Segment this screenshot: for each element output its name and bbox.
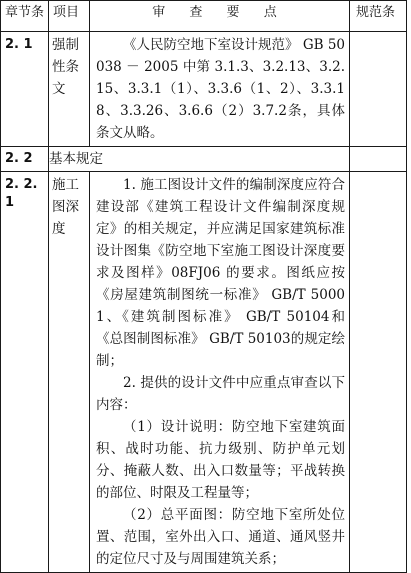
header-content-col: 审 查 要 点: [90, 1, 350, 32]
section-number: 2. 2: [5, 151, 33, 166]
content-paragraph: （2）总平面图：防空地下室所处位置、范围，室外出入口、通道、通风竖井的定位尺寸及与周围建筑关系；: [96, 507, 345, 567]
table-row: [1, 147, 407, 172]
content-cell: [90, 172, 350, 573]
item-label: 强制性条文: [52, 37, 79, 97]
header-section-col: 章节条: [1, 1, 49, 32]
table-header-row: [1, 1, 407, 32]
section-number-cell: [1, 172, 49, 573]
section-number-cell: [1, 147, 49, 172]
standard-cell: [350, 32, 407, 147]
section-title: 基本规定: [49, 147, 350, 172]
content-paragraph: 2. 提供的设计文件中应重点审查以下内容：: [96, 375, 345, 413]
table-row: [1, 172, 407, 573]
standard-cell: [350, 172, 407, 573]
standard-cell: [350, 147, 407, 172]
table-row: [1, 32, 407, 147]
content-paragraph: （1）设计说明：防空地下室建筑面积、战时功能、抗力级别、防护单元划分、掩蔽人数、出入口数量等；平战转换的部位、时限及工程量等；: [96, 419, 345, 501]
content-paragraph: 《人民防空地下室设计规范》 GB 50038 － 2005 中第 3.1.3、3.2.13、3.2.15、3.3.1（1）、3.3.6（1、2）、3.3.18、3.3.26、3.6.6（2）3.7.2条，具体条文从略。: [96, 37, 345, 141]
section-number-cell: [1, 32, 49, 147]
content-cell: [90, 32, 350, 147]
section-number: 2. 2. 1: [5, 177, 38, 210]
item-label: 施工图深度: [52, 177, 79, 237]
content-paragraph: 1. 施工图设计文件的编制深度应符合建设部《建筑工程设计文件编制深度规定》的相关规定，并应满足国家建筑标准设计图集《防空地下室施工图设计深度要求及图样》08FJ06 的要求。图纸应按《房屋建筑制图统一标准》 GB/T 50001、《建筑制图标准》 GB/T 50104和《总图制图标准》 GB/T 50103的规定绘制；: [96, 177, 345, 369]
header-standard-col: 规范条: [350, 1, 407, 32]
item-cell: [49, 32, 90, 147]
header-item-col: 项目: [49, 1, 90, 32]
section-number: 2. 1: [5, 37, 33, 52]
item-cell: [49, 172, 90, 573]
